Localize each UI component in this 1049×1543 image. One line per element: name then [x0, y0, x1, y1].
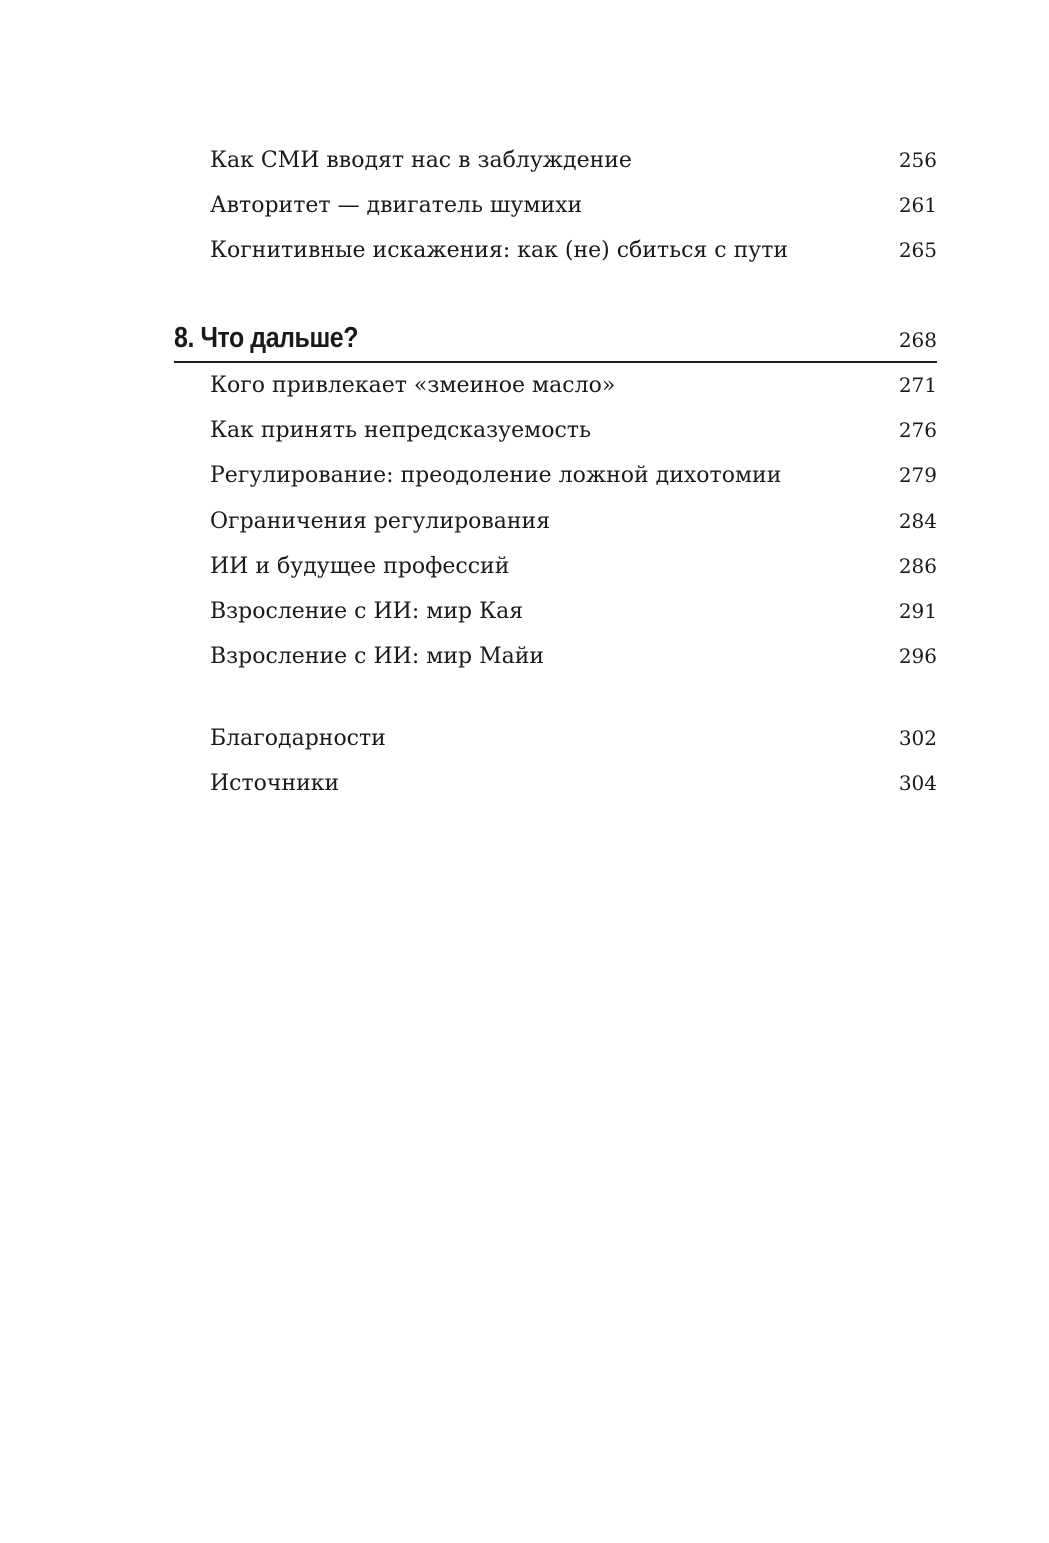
- toc-entry: [210, 189, 937, 221]
- toc-entry: [210, 234, 937, 266]
- toc-entry-title: Авторитет — двигатель шумихи: [210, 193, 583, 218]
- toc-entry-page: 256: [898, 148, 937, 172]
- toc-entry-title: Источники: [210, 771, 340, 796]
- toc-entry-title: Ограничения регулирования: [210, 509, 551, 534]
- toc-entry-title: Взросление с ИИ: мир Кая: [210, 599, 524, 624]
- toc-entry: [210, 640, 937, 672]
- toc-entry-title: Как СМИ вводят нас в заблуждение: [210, 148, 632, 173]
- toc-entry-page: 302: [898, 726, 937, 750]
- chapter-divider: [174, 361, 937, 363]
- toc-entry-title: Взросление с ИИ: мир Майи: [210, 644, 545, 669]
- toc-entry: [210, 550, 937, 582]
- toc-entry-page: 296: [898, 644, 937, 668]
- toc-entry: [210, 369, 937, 401]
- toc-entry-title: Как принять непредсказуемость: [210, 418, 591, 443]
- toc-entry: [210, 144, 937, 176]
- toc-entry: [210, 505, 937, 537]
- toc-entry-page: 265: [898, 238, 937, 262]
- toc-entry: [210, 722, 937, 754]
- toc-entry: [210, 595, 937, 627]
- toc-entry-page: 261: [898, 193, 937, 217]
- toc-entry-page: 284: [898, 509, 937, 533]
- toc-entry: [210, 414, 937, 446]
- toc-entry-page: 276: [898, 418, 937, 442]
- chapter-page: 268: [898, 328, 937, 352]
- toc-entry-page: 271: [898, 373, 937, 397]
- chapter-title: 8. Что дальше?: [174, 322, 359, 354]
- toc-entry-page: 304: [898, 771, 937, 795]
- toc-entry-title: Кого привлекает «змеиное масло»: [210, 373, 616, 398]
- toc-entry-page: 286: [898, 554, 937, 578]
- toc-entry-title: Благодарности: [210, 726, 386, 751]
- toc-entry-page: 279: [898, 463, 937, 487]
- toc-entry-title: Когнитивные искажения: как (не) сбиться с пути: [210, 238, 789, 263]
- toc-entry-page: 291: [898, 599, 937, 623]
- toc-entry: [210, 767, 937, 799]
- toc-entry-title: Регулирование: преодоление ложной дихотомии: [210, 463, 782, 488]
- toc-entry-title: ИИ и будущее профессий: [210, 554, 510, 579]
- toc-entry: [210, 459, 937, 491]
- chapter-heading: [174, 318, 937, 358]
